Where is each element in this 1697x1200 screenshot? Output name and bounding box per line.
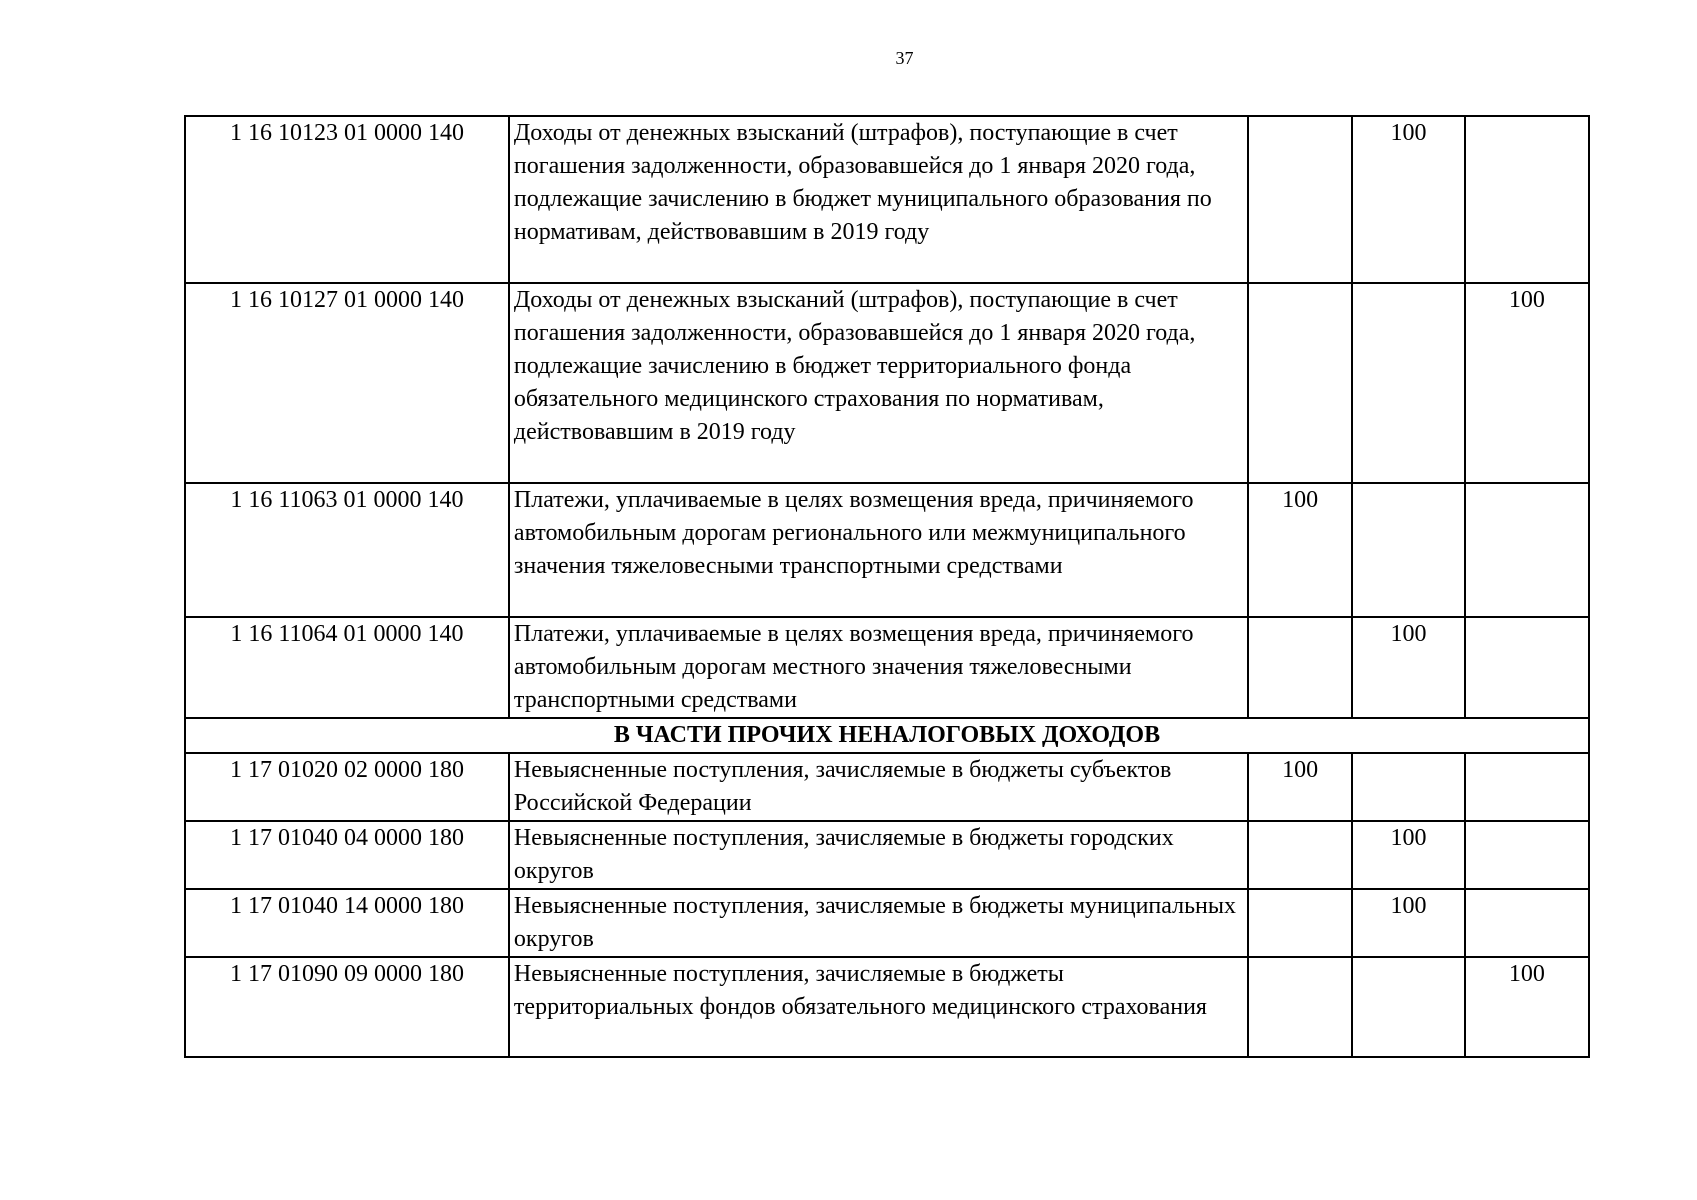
value-cell-1 [1248, 617, 1352, 718]
table-body [185, 116, 1589, 1057]
value-cell-1 [1248, 889, 1352, 957]
table-row [185, 283, 1589, 483]
value-cell-1 [1248, 957, 1352, 1057]
description-cell: Невыясненные поступления, зачисляемые в бюджеты городских округов [509, 821, 1248, 889]
value-cell-2: 100 [1352, 821, 1464, 889]
value-cell-1: 100 [1248, 483, 1352, 617]
value-cell-3: 100 [1465, 283, 1589, 483]
description-cell: Невыясненные поступления, зачисляемые в бюджеты территориальных фондов обязательного медицинского страхования [509, 957, 1248, 1057]
table-row [185, 889, 1589, 957]
value-cell-3: 100 [1465, 957, 1589, 1057]
budget-code-cell: 1 16 11064 01 0000 140 [185, 617, 509, 718]
value-cell-2: 100 [1352, 116, 1464, 283]
value-cell-2 [1352, 753, 1464, 821]
section-header-row [185, 718, 1589, 753]
value-cell-2: 100 [1352, 889, 1464, 957]
budget-code-cell: 1 17 01040 04 0000 180 [185, 821, 509, 889]
value-cell-2 [1352, 283, 1464, 483]
section-title: В ЧАСТИ ПРОЧИХ НЕНАЛОГОВЫХ ДОХОДОВ [185, 718, 1589, 753]
value-cell-1 [1248, 283, 1352, 483]
description-cell: Доходы от денежных взысканий (штрафов), поступающие в счет погашения задолженности, образовавшейся до 1 января 2020 года, подлежащие зачислению в бюджет территориального фонда обязательного медицинского страхования по нормативам, действовавшим в 2019 году [509, 283, 1248, 483]
revenue-distribution-table [184, 115, 1590, 1058]
description-cell: Доходы от денежных взысканий (штрафов), поступающие в счет погашения задолженности, образовавшейся до 1 января 2020 года, подлежащие зачислению в бюджет муниципального образования по нормативам, действовавшим в 2019 году [509, 116, 1248, 283]
budget-code-cell: 1 17 01040 14 0000 180 [185, 889, 509, 957]
budget-code-cell: 1 17 01020 02 0000 180 [185, 753, 509, 821]
description-cell: Невыясненные поступления, зачисляемые в бюджеты муниципальных округов [509, 889, 1248, 957]
value-cell-3 [1465, 889, 1589, 957]
table-row [185, 957, 1589, 1057]
table-row [185, 617, 1589, 718]
description-cell: Невыясненные поступления, зачисляемые в бюджеты субъектов Российской Федерации [509, 753, 1248, 821]
value-cell-3 [1465, 483, 1589, 617]
value-cell-2 [1352, 483, 1464, 617]
table-row [185, 483, 1589, 617]
page-number: 37 [895, 48, 914, 68]
value-cell-3 [1465, 821, 1589, 889]
value-cell-1 [1248, 821, 1352, 889]
value-cell-2 [1352, 957, 1464, 1057]
value-cell-2: 100 [1352, 617, 1464, 718]
table-row [185, 753, 1589, 821]
budget-code-cell: 1 17 01090 09 0000 180 [185, 957, 509, 1057]
value-cell-3 [1465, 116, 1589, 283]
budget-code-cell: 1 16 10123 01 0000 140 [185, 116, 509, 283]
description-cell: Платежи, уплачиваемые в целях возмещения вреда, причиняемого автомобильным дорогам регионального или межмуниципального значения тяжеловесными транспортными средствами [509, 483, 1248, 617]
value-cell-1: 100 [1248, 753, 1352, 821]
budget-code-cell: 1 16 10127 01 0000 140 [185, 283, 509, 483]
description-cell: Платежи, уплачиваемые в целях возмещения вреда, причиняемого автомобильным дорогам местного значения тяжеловесными транспортными средствами [509, 617, 1248, 718]
budget-code-cell: 1 16 11063 01 0000 140 [185, 483, 509, 617]
value-cell-3 [1465, 617, 1589, 718]
value-cell-3 [1465, 753, 1589, 821]
table-row [185, 821, 1589, 889]
value-cell-1 [1248, 116, 1352, 283]
table-row [185, 116, 1589, 283]
